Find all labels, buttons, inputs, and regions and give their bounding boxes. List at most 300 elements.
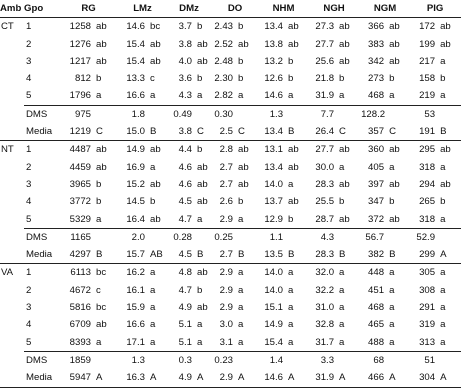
amb-cell: [0, 282, 24, 299]
spacer-cell: [194, 228, 210, 246]
ngm-value: 372: [368, 213, 385, 225]
rg-value: 1276: [69, 38, 91, 50]
ngm-value: 465: [368, 319, 385, 331]
nhm-media-value: 13.4: [260, 123, 285, 141]
dms-label: DMS: [24, 228, 60, 246]
nhm-media-letter: B: [285, 123, 307, 141]
spacer-cell: [386, 105, 409, 123]
gpo-cell: 2: [26, 284, 32, 296]
spacer-cell: [386, 228, 409, 246]
nhm-group-letter: a: [288, 302, 294, 314]
nhm-value: 12.6: [264, 73, 284, 85]
lmz-value: 15.4: [126, 55, 146, 67]
rg-group-letter: a: [96, 90, 102, 102]
table-row: [0, 87, 461, 105]
do-value: 2.7: [219, 178, 234, 190]
ngm-group-letter: ab: [389, 55, 400, 67]
gpo-cell: 3: [26, 178, 32, 190]
do-group-letter: ab: [238, 38, 249, 50]
lmz-media-value: 15.7: [117, 246, 147, 264]
lmz-media-letter: AB: [147, 246, 168, 264]
gpo-cell: 5: [26, 213, 32, 225]
dmz-value: 3.7: [178, 21, 193, 33]
ngm-group-letter: ab: [389, 213, 400, 225]
rg-media-value: 1219: [60, 123, 93, 141]
rg-value: 8393: [69, 336, 91, 348]
table-row: [0, 299, 461, 316]
ngh-dms-value: 3.3: [307, 351, 336, 369]
do-value: 2.7: [219, 161, 234, 173]
header-ngm: NGM: [361, 0, 409, 18]
ngm-media-value: 382: [361, 246, 386, 264]
pig-group-letter: a: [440, 336, 446, 348]
pig-group-letter: a: [440, 267, 446, 279]
ngm-media-value: 466: [361, 369, 386, 387]
lmz-value: 16.1: [126, 284, 146, 296]
rg-value: 6709: [69, 319, 91, 331]
dmz-group-letter: ab: [197, 302, 208, 314]
dmz-group-letter: ab: [197, 38, 208, 50]
nhm-group-letter: b: [288, 73, 294, 85]
pig-value: 172: [419, 21, 436, 33]
rg-media-letter: B: [93, 246, 117, 264]
media-row: [0, 369, 461, 387]
dmz-group-letter: a: [197, 336, 203, 348]
pig-group-letter: a: [440, 161, 446, 173]
amb-cell: [0, 176, 24, 193]
header-do: DO: [210, 0, 260, 18]
nhm-value: 14.0: [264, 267, 284, 279]
gpo-cell: 1: [26, 144, 32, 156]
pig-value: 158: [419, 73, 436, 85]
rg-value: 1258: [69, 21, 91, 33]
ngh-group-letter: a: [339, 319, 345, 331]
ngh-media-letter: A: [336, 369, 361, 387]
nhm-group-letter: a: [288, 319, 294, 331]
do-dms-value: 0.23: [210, 351, 235, 369]
spacer-cell: [147, 351, 168, 369]
ngh-media-value: 26.4: [307, 123, 336, 141]
dmz-media-letter: C: [194, 123, 210, 141]
pig-group-letter: a: [440, 284, 446, 296]
spacer-cell: [147, 105, 168, 123]
lmz-group-letter: a: [150, 161, 156, 173]
do-group-letter: ab: [238, 178, 249, 190]
pig-value: 291: [419, 302, 436, 314]
dmz-value: 3.6: [178, 73, 193, 85]
lmz-media-value: 15.0: [117, 123, 147, 141]
ngh-group-letter: ab: [339, 213, 350, 225]
spacer-cell: [336, 228, 361, 246]
pig-group-letter: ab: [440, 144, 451, 156]
lmz-media-value: 16.3: [117, 369, 147, 387]
rg-dms-value: 1859: [60, 351, 93, 369]
do-value: 2.52: [214, 38, 234, 50]
table-row: [0, 334, 461, 352]
ngm-group-letter: a: [389, 267, 395, 279]
rg-group-letter: ab: [96, 38, 107, 50]
pig-value: 313: [419, 336, 436, 348]
lmz-group-letter: b: [150, 196, 156, 208]
spacer-cell: [194, 105, 210, 123]
rg-value: 5329: [69, 213, 91, 225]
dmz-group-letter: b: [197, 284, 203, 296]
rg-media-value: 5947: [60, 369, 93, 387]
dmz-group-letter: ab: [197, 161, 208, 173]
dmz-media-value: 4.9: [168, 369, 194, 387]
do-value: 2.9: [219, 213, 234, 225]
ngm-value: 448: [368, 267, 385, 279]
spacer-cell: [437, 105, 461, 123]
header-pig: PIG: [409, 0, 461, 18]
dmz-media-letter: B: [194, 246, 210, 264]
dmz-group-letter: ab: [197, 196, 208, 208]
ngm-value: 383: [368, 38, 385, 50]
ngm-value: 468: [368, 90, 385, 102]
lmz-dms-value: 2.0: [117, 228, 147, 246]
ngm-value: 342: [368, 55, 385, 67]
lmz-value: 13.3: [126, 73, 146, 85]
ngm-value: 360: [368, 144, 385, 156]
ngm-group-letter: ab: [389, 144, 400, 156]
table-row: [0, 159, 461, 176]
dmz-value: 5.1: [178, 336, 193, 348]
dmz-group-letter: ab: [197, 55, 208, 67]
ngh-dms-value: 4.3: [307, 228, 336, 246]
do-group-letter: a: [238, 319, 244, 331]
amb-cell: [0, 211, 24, 229]
ngh-media-value: 31.9: [307, 369, 336, 387]
dmz-value: 4.7: [178, 213, 193, 225]
pig-dms-value: 51: [409, 351, 437, 369]
ngh-group-letter: a: [339, 302, 345, 314]
spacer-cell: [93, 228, 117, 246]
dmz-media-letter: A: [194, 369, 210, 387]
dmz-group-letter: a: [197, 319, 203, 331]
do-media-letter: B: [235, 246, 260, 264]
pig-group-letter: ab: [440, 38, 451, 50]
ngh-group-letter: ab: [339, 144, 350, 156]
do-group-letter: b: [238, 55, 244, 67]
ngh-value: 25.5: [315, 196, 335, 208]
pig-group-letter: a: [440, 55, 446, 67]
lmz-value: 15.2: [126, 178, 146, 190]
header-amb: Amb: [0, 0, 24, 18]
nhm-group-letter: ab: [288, 196, 299, 208]
dmz-group-letter: ab: [197, 178, 208, 190]
nhm-value: 12.9: [264, 213, 284, 225]
rg-group-letter: ab: [96, 21, 107, 33]
do-group-letter: b: [238, 73, 244, 85]
ngm-group-letter: ab: [389, 178, 400, 190]
pig-dms-value: 53: [409, 105, 437, 123]
media-label: Media: [24, 246, 60, 264]
dmz-value: 4.9: [178, 302, 193, 314]
dmz-group-letter: b: [197, 73, 203, 85]
ngh-group-letter: a: [339, 161, 345, 173]
ngm-value: 488: [368, 336, 385, 348]
nhm-value: 15.4: [264, 336, 284, 348]
ngh-group-letter: ab: [339, 21, 350, 33]
spacer-cell: [194, 351, 210, 369]
ngh-value: 32.2: [315, 284, 335, 296]
rg-value: 812: [74, 73, 91, 85]
amb-cell: [0, 246, 24, 264]
gpo-cell: 4: [26, 196, 32, 208]
lmz-group-letter: a: [150, 90, 156, 102]
rg-group-letter: b: [96, 196, 102, 208]
table-row: [0, 264, 461, 282]
pig-value: 318: [419, 161, 436, 173]
ngh-media-value: 28.3: [307, 246, 336, 264]
nhm-media-letter: B: [285, 246, 307, 264]
ngh-value: 27.7: [315, 144, 335, 156]
nhm-media-value: 14.6: [260, 369, 285, 387]
do-group-letter: a: [238, 336, 244, 348]
pig-dms-value: 52.9: [409, 228, 437, 246]
amb-cell: VA: [1, 267, 14, 279]
lmz-value: 14.9: [126, 144, 146, 156]
dmz-group-letter: a: [197, 90, 203, 102]
ngm-group-letter: a: [389, 302, 395, 314]
table-row: [0, 70, 461, 87]
amb-cell: [0, 53, 24, 70]
header-nhm: NHM: [260, 0, 307, 18]
rg-group-letter: ab: [96, 319, 107, 331]
do-group-letter: a: [238, 302, 244, 314]
gpo-cell: 5: [26, 336, 32, 348]
lmz-group-letter: ab: [150, 213, 161, 225]
pig-value: 294: [419, 178, 436, 190]
ngm-media-letter: B: [386, 246, 409, 264]
ngh-group-letter: b: [339, 196, 345, 208]
do-media-value: 2.9: [210, 369, 235, 387]
lmz-group-letter: ab: [150, 178, 161, 190]
nhm-group-letter: b: [288, 55, 294, 67]
do-group-letter: a: [238, 267, 244, 279]
nhm-group-letter: a: [288, 90, 294, 102]
ngh-value: 28.7: [315, 213, 335, 225]
rg-group-letter: ab: [96, 161, 107, 173]
rg-value: 6113: [70, 267, 91, 279]
pig-media-letter: A: [437, 369, 461, 387]
pig-group-letter: b: [440, 196, 446, 208]
ngm-media-value: 357: [361, 123, 386, 141]
dmz-group-letter: ab: [197, 267, 208, 279]
lmz-dms-value: 1.3: [117, 351, 147, 369]
ngh-group-letter: a: [339, 267, 345, 279]
do-value: 3.1: [219, 336, 234, 348]
lmz-value: 17.1: [126, 336, 146, 348]
dmz-value: 4.5: [178, 196, 193, 208]
rg-group-letter: ab: [96, 144, 107, 156]
ngh-group-letter: a: [339, 90, 345, 102]
lmz-value: 16.9: [126, 161, 146, 173]
ngm-group-letter: a: [389, 284, 395, 296]
pig-group-letter: a: [440, 319, 446, 331]
table-body: [0, 18, 461, 387]
lmz-media-letter: B: [147, 123, 168, 141]
rg-value: 4487: [69, 144, 91, 156]
ngm-value: 468: [368, 302, 385, 314]
do-group-letter: ab: [238, 161, 249, 173]
spacer-cell: [437, 351, 461, 369]
rg-group-letter: b: [96, 178, 102, 190]
do-value: 2.43: [214, 21, 234, 33]
ngh-value: 27.3: [315, 21, 335, 33]
lmz-group-letter: a: [150, 302, 156, 314]
amb-cell: [0, 70, 24, 87]
gpo-cell: 5: [26, 90, 32, 102]
nhm-group-letter: a: [288, 336, 294, 348]
pig-media-value: 299: [409, 246, 437, 264]
ngm-value: 451: [368, 284, 385, 296]
lmz-group-letter: c: [150, 73, 155, 85]
pig-group-letter: a: [440, 90, 446, 102]
ngh-value: 25.6: [315, 55, 335, 67]
lmz-value: 16.6: [126, 319, 146, 331]
pig-group-letter: a: [440, 213, 446, 225]
nhm-value: 13.8: [264, 38, 284, 50]
table-row: [0, 282, 461, 299]
rg-value: 3772: [69, 196, 91, 208]
ngm-value: 405: [368, 161, 385, 173]
dms-row: [0, 228, 461, 246]
spacer-cell: [285, 105, 307, 123]
ngh-value: 28.3: [315, 178, 335, 190]
nhm-value: 13.2: [264, 55, 284, 67]
rg-dms-value: 975: [60, 105, 93, 123]
pig-media-value: 191: [409, 123, 437, 141]
spacer-cell: [93, 105, 117, 123]
nhm-value: 13.7: [264, 196, 284, 208]
nhm-value: 14.9: [264, 319, 284, 331]
ngm-media-letter: C: [386, 123, 409, 141]
nhm-value: 13.4: [264, 21, 284, 33]
ngm-value: 366: [368, 21, 385, 33]
nhm-value: 14.0: [264, 284, 284, 296]
dmz-value: 4.4: [178, 144, 193, 156]
pig-group-letter: b: [440, 73, 446, 85]
spacer-cell: [336, 105, 361, 123]
ngm-dms-value: 56.7: [361, 228, 386, 246]
gpo-cell: 3: [26, 302, 32, 314]
header-dmz: DMz: [168, 0, 210, 18]
dmz-dms-value: 0.28: [168, 228, 194, 246]
lmz-value: 16.4: [126, 213, 146, 225]
dmz-value: 5.1: [178, 319, 193, 331]
ngm-media-letter: A: [386, 369, 409, 387]
table-row: [0, 176, 461, 193]
table-row: [0, 316, 461, 333]
pig-media-letter: B: [437, 123, 461, 141]
lmz-media-letter: A: [147, 369, 168, 387]
media-row: [0, 246, 461, 264]
amb-cell: [0, 87, 24, 105]
lmz-dms-value: 1.8: [117, 105, 147, 123]
nhm-group-letter: b: [288, 213, 294, 225]
dmz-group-letter: b: [197, 21, 203, 33]
rg-dms-value: 1165: [60, 228, 93, 246]
ngm-group-letter: ab: [389, 21, 400, 33]
media-label: Media: [24, 369, 60, 387]
rg-media-letter: A: [93, 369, 117, 387]
rg-value: 3965: [69, 178, 91, 190]
lmz-group-letter: ab: [150, 38, 161, 50]
ngm-group-letter: a: [389, 90, 395, 102]
lmz-group-letter: a: [150, 267, 156, 279]
ngh-group-letter: a: [339, 284, 345, 296]
lmz-group-letter: a: [150, 336, 156, 348]
do-group-letter: a: [238, 213, 244, 225]
dmz-dms-value: 0.49: [168, 105, 194, 123]
dmz-value: 3.8: [178, 38, 193, 50]
do-dms-value: 0.25: [210, 228, 235, 246]
spacer-cell: [386, 351, 409, 369]
ngm-dms-value: 68: [361, 351, 386, 369]
dmz-value: 4.7: [178, 284, 193, 296]
nhm-media-letter: A: [285, 369, 307, 387]
rg-group-letter: a: [96, 213, 102, 225]
pig-value: 199: [419, 38, 436, 50]
do-value: 2.6: [219, 196, 234, 208]
nhm-value: 13.4: [264, 161, 284, 173]
amb-cell: NT: [1, 144, 14, 156]
do-value: 2.48: [214, 55, 234, 67]
rg-group-letter: a: [96, 336, 102, 348]
amb-cell: [0, 369, 24, 387]
header-ngh: NGH: [307, 0, 361, 18]
rg-value: 1796: [69, 90, 91, 102]
header-gpo: Gpo: [24, 0, 60, 18]
pig-value: 295: [419, 144, 436, 156]
media-label: Media: [24, 123, 60, 141]
nhm-group-letter: a: [288, 267, 294, 279]
do-media-letter: A: [235, 369, 260, 387]
ngm-dms-value: 128.2: [361, 105, 386, 123]
lmz-value: 15.4: [126, 38, 146, 50]
amb-cell: CT: [1, 21, 14, 33]
rg-value: 4459: [69, 161, 91, 173]
lmz-value: 16.2: [126, 267, 146, 279]
header-row: [0, 0, 461, 18]
pig-value: 318: [419, 213, 436, 225]
ngm-value: 347: [368, 196, 385, 208]
rg-media-letter: C: [93, 123, 117, 141]
do-media-letter: C: [235, 123, 260, 141]
do-dms-value: 0.30: [210, 105, 235, 123]
spacer-cell: [437, 228, 461, 246]
ngh-value: 31.0: [315, 302, 335, 314]
header-lmz: LMz: [117, 0, 168, 18]
dmz-value: 4.6: [178, 161, 193, 173]
gpo-cell: 2: [26, 38, 32, 50]
gpo-cell: 4: [26, 319, 32, 331]
nhm-dms-value: 1.4: [260, 351, 285, 369]
do-group-letter: ab: [238, 144, 249, 156]
dmz-group-letter: a: [197, 213, 203, 225]
amb-cell: [0, 299, 24, 316]
lmz-value: 14.5: [126, 196, 146, 208]
table-row: [0, 193, 461, 210]
table-row: [0, 18, 461, 36]
lmz-group-letter: a: [150, 284, 156, 296]
dms-label: DMS: [24, 105, 60, 123]
table-row: [0, 36, 461, 53]
do-media-value: 2.7: [210, 246, 235, 264]
do-media-value: 2.5: [210, 123, 235, 141]
ngh-group-letter: a: [339, 336, 345, 348]
